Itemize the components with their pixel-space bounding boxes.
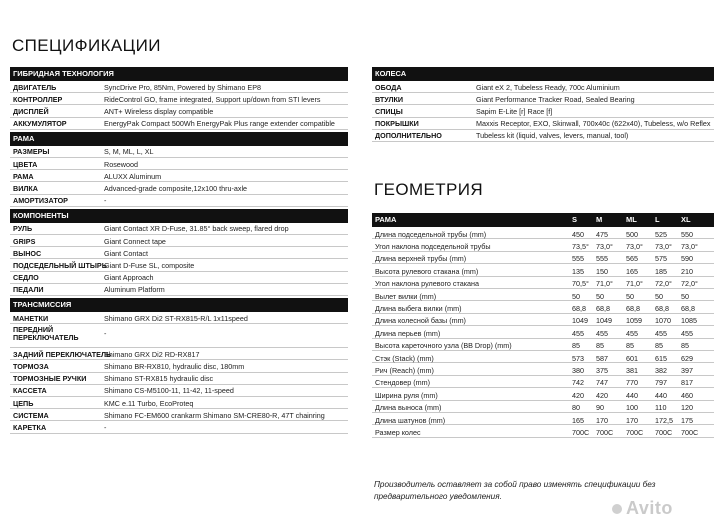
transmission-row: [10, 421, 348, 433]
geometry-value: 573: [572, 353, 584, 363]
spec-value: Shimano GRX Di2 ST-RX815-R/L 1x11speed: [104, 313, 248, 323]
components-row: [10, 259, 348, 271]
geometry-row: [372, 289, 714, 301]
geometry-value: 397: [681, 365, 693, 375]
geometry-value: 615: [655, 353, 667, 363]
geometry-row: [372, 301, 714, 313]
frame-row: [10, 146, 348, 158]
wheels-row: [372, 81, 714, 93]
geometry-value: 475: [596, 229, 608, 239]
geometry-row: [372, 227, 714, 239]
geometry-label: Вылет вилки (mm): [375, 291, 437, 301]
spec-value: KMC e.11 Turbo, EcoProteq: [104, 398, 194, 408]
components-row: [10, 223, 348, 235]
avito-logo-icon: [612, 504, 622, 514]
hybrid-row: [10, 105, 348, 117]
geometry-label: Стэк (Stack) (mm): [375, 353, 434, 363]
spec-label: ДВИГАТЕЛЬ: [13, 82, 57, 92]
spec-value: Shimano FC-EM600 crankarm Shimano SM-CRE80-R, 47T chainring: [104, 410, 325, 420]
spec-value: Giant eX 2, Tubeless Ready, 700c Aluminium: [476, 82, 620, 92]
geometry-label: Длина перьев (mm): [375, 328, 441, 338]
geometry-value: 68,8: [626, 303, 640, 313]
geometry-value: 555: [596, 254, 608, 264]
geometry-value: 555: [572, 254, 584, 264]
geometry-value: 1059: [626, 316, 642, 326]
spec-label: ТОРМОЗА: [13, 361, 49, 371]
spec-label: ОБОДА: [375, 82, 402, 92]
geometry-value: 1049: [596, 316, 612, 326]
spec-value: Giant D-Fuse SL, composite: [104, 260, 195, 270]
frame-row: [10, 195, 348, 207]
geometry-value: 50: [596, 291, 604, 301]
wheels-header: КОЛЕСА: [372, 67, 714, 81]
geometry-value: 525: [655, 229, 667, 239]
geometry-row: [372, 314, 714, 326]
spec-label: МАНЕТКИ: [13, 313, 49, 323]
geometry-header: [372, 213, 714, 227]
transmission-row: [10, 324, 348, 348]
spec-label: СИСТЕМА: [13, 410, 49, 420]
wheels-row: [372, 130, 714, 142]
hybrid-row: [10, 81, 348, 93]
geometry-value: 587: [596, 353, 608, 363]
geometry-value: 85: [572, 341, 580, 351]
geometry-row: [372, 413, 714, 425]
spec-label: GRIPS: [13, 236, 36, 246]
geometry-value: 110: [655, 403, 667, 413]
spec-label: ПОДСЕДЕЛЬНЫЙ ШТЫРЬ: [13, 260, 107, 270]
geometry-row: [372, 339, 714, 351]
geometry-value: 797: [655, 378, 667, 388]
spec-label: ЦВЕТА: [13, 159, 38, 169]
geometry-value: 455: [681, 328, 693, 338]
spec-label: КАРЕТКА: [13, 422, 47, 432]
geometry-value: 85: [655, 341, 663, 351]
geometry-value: 601: [626, 353, 638, 363]
geometry-row: [372, 264, 714, 276]
spec-label: КОНТРОЛЛЕР: [13, 94, 63, 104]
spec-value: RideControl GO, frame integrated, Support up/down from STI levers: [104, 94, 321, 104]
geometry-value: 100: [626, 403, 638, 413]
geometry-value: 185: [655, 266, 667, 276]
spec-value: Sapim E-Lite [r] Race [f]: [476, 106, 553, 116]
geometry-value: 85: [596, 341, 604, 351]
wheels-row: [372, 118, 714, 130]
geometry-value: 590: [681, 254, 693, 264]
spec-label: ПОКРЫШКИ: [375, 119, 419, 129]
spec-label: ПЕДАЛИ: [13, 285, 44, 295]
transmission-header: ТРАНСМИССИЯ: [10, 298, 348, 312]
spec-value: -: [104, 196, 107, 206]
geometry-value: 175: [681, 415, 693, 425]
spec-value: SyncDrive Pro, 85Nm, Powered by Shimano EP8: [104, 82, 261, 92]
geometry-value: 450: [572, 229, 584, 239]
geometry-value: 71,0°: [596, 279, 613, 289]
geometry-header-label: РАМА: [375, 215, 397, 224]
spec-value: S, M, ML, L, XL: [104, 147, 154, 157]
geometry-value: 135: [572, 266, 584, 276]
size-column-header: L: [655, 215, 660, 224]
geometry-value: 68,8: [572, 303, 586, 313]
left-page-title: СПЕЦИФИКАЦИИ: [12, 36, 161, 55]
components-row: [10, 272, 348, 284]
geometry-value: 455: [596, 328, 608, 338]
geometry-value: 550: [681, 229, 693, 239]
geometry-row: [372, 401, 714, 413]
disclaimer-footnote: Производитель оставляет за собой право изменять спецификации без предварительного уведомления.: [374, 480, 656, 502]
components-row: [10, 284, 348, 296]
geometry-value: 700C: [681, 427, 699, 437]
spec-value: Giant Performance Tracker Road, Sealed Bearing: [476, 94, 635, 104]
spec-label: ТОРМОЗНЫЕ РУЧКИ: [13, 374, 87, 384]
geometry-value: 85: [626, 341, 634, 351]
geometry-value: 68,8: [596, 303, 610, 313]
geometry-value: 170: [626, 415, 638, 425]
geometry-value: 165: [626, 266, 638, 276]
right-page-title: ГЕОМЕТРИЯ: [374, 180, 484, 199]
spec-value: Shimano CS-M5100-11, 11-42, 11-speed: [104, 386, 234, 396]
spec-label: ВИЛКА: [13, 183, 38, 193]
geometry-label: Высота рулевого стакана (mm): [375, 266, 479, 276]
geometry-row: [372, 277, 714, 289]
geometry-label: Длина верхней трубы (mm): [375, 254, 467, 264]
spec-value: ALUXX Aluminum: [104, 171, 162, 181]
components-row: [10, 235, 348, 247]
geometry-value: 381: [626, 365, 638, 375]
transmission-row: [10, 397, 348, 409]
geometry-value: 742: [572, 378, 584, 388]
spec-value: EnergyPak Compact 500Wh EnergyPak Plus range extender compatible: [104, 119, 335, 129]
geometry-label: Стендовер (mm): [375, 378, 431, 388]
geometry-row: [372, 388, 714, 400]
geometry-value: 73,0°: [596, 241, 613, 251]
wheels-row: [372, 93, 714, 105]
geometry-label: Ширина руля (mm): [375, 390, 438, 400]
geometry-value: 73,0°: [655, 241, 672, 251]
avito-watermark: [612, 498, 673, 519]
wheels-row: [372, 105, 714, 117]
spec-value: ANT+ Wireless display compatible: [104, 106, 214, 116]
transmission-row: [10, 312, 348, 324]
spec-label: СЕДЛО: [13, 273, 39, 283]
transmission-row: [10, 348, 348, 360]
frame-row: [10, 158, 348, 170]
spec-value: Rosewood: [104, 159, 138, 169]
geometry-value: 165: [572, 415, 584, 425]
geometry-value: 70,5°: [572, 279, 589, 289]
transmission-row: [10, 385, 348, 397]
spec-value: Giant Contact XR D-Fuse, 31.85° back sweep, flared drop: [104, 224, 289, 234]
size-column-header: ML: [626, 215, 637, 224]
spec-label: РАМА: [13, 171, 34, 181]
geometry-value: 90: [596, 403, 604, 413]
hybrid-row: [10, 118, 348, 130]
geometry-value: 80: [572, 403, 580, 413]
geometry-label: Длина колесной базы (mm): [375, 316, 466, 326]
geometry-value: 500: [626, 229, 638, 239]
spec-value: -: [104, 329, 107, 339]
geometry-value: 73,5°: [572, 241, 589, 251]
geometry-row: [372, 376, 714, 388]
geometry-value: 455: [626, 328, 638, 338]
spec-label: ЗАДНИЙ ПЕРЕКЛЮЧАТЕЛЬ: [13, 349, 112, 359]
spec-value: Shimano BR-RX810, hydraulic disc, 180mm: [104, 361, 245, 371]
spec-label: ДОПОЛНИТЕЛЬНО: [375, 131, 442, 141]
geometry-value: 770: [626, 378, 638, 388]
geometry-label: Длина шатунов (mm): [375, 415, 446, 425]
spec-label: ПЕРЕДНИЙ ПЕРЕКЛЮЧАТЕЛЬ: [13, 325, 79, 343]
geometry-value: 1049: [572, 316, 588, 326]
geometry-value: 120: [681, 403, 693, 413]
geometry-row: [372, 252, 714, 264]
geometry-row: [372, 351, 714, 363]
geometry-value: 73,0°: [626, 241, 643, 251]
geometry-label: Угол наклона подседельной трубы: [375, 241, 491, 251]
geometry-value: 382: [655, 365, 667, 375]
geometry-value: 50: [572, 291, 580, 301]
components-row: [10, 247, 348, 259]
geometry-value: 71,0°: [626, 279, 643, 289]
spec-label: РУЛЬ: [13, 224, 33, 234]
components-header: КОМПОНЕНТЫ: [10, 209, 348, 223]
geometry-label: Рич (Reach) (mm): [375, 365, 434, 375]
geometry-label: Длина подседельной трубы (mm): [375, 229, 487, 239]
spec-value: Giant Connect tape: [104, 236, 166, 246]
size-column-header: M: [596, 215, 603, 224]
geometry-value: 1070: [655, 316, 671, 326]
size-column-header: S: [572, 215, 578, 224]
geometry-value: 700C: [655, 427, 673, 437]
geometry-row: [372, 326, 714, 338]
geometry-value: 629: [681, 353, 693, 363]
geometry-value: 455: [655, 328, 667, 338]
spec-value: Advanced-grade composite,12x100 thru-axle: [104, 183, 248, 193]
spec-value: Giant Contact: [104, 248, 148, 258]
geometry-value: 380: [572, 365, 584, 375]
spec-label: РАЗМЕРЫ: [13, 147, 50, 157]
geometry-value: 460: [681, 390, 693, 400]
geometry-value: 72,0°: [681, 279, 698, 289]
geometry-label: Высота кареточного узла (BB Drop) (mm): [375, 341, 512, 351]
spec-label: АМОРТИЗАТОР: [13, 196, 68, 206]
geometry-value: 565: [626, 254, 638, 264]
hybrid-header: ГИБРИДНАЯ ТЕХНОЛОГИЯ: [10, 67, 348, 81]
spec-value: Shimano GRX Di2 RD-RX817: [104, 349, 200, 359]
geometry-value: 50: [626, 291, 634, 301]
geometry-value: 747: [596, 378, 608, 388]
geometry-value: 440: [655, 390, 667, 400]
geometry-value: 68,8: [655, 303, 669, 313]
geometry-label: Длина выбега вилки (mm): [375, 303, 462, 313]
geometry-value: 68,8: [681, 303, 695, 313]
geometry-value: 170: [596, 415, 608, 425]
geometry-value: 210: [681, 266, 693, 276]
geometry-label: Длина выноса (mm): [375, 403, 442, 413]
geometry-value: 420: [596, 390, 608, 400]
geometry-value: 50: [655, 291, 663, 301]
transmission-row: [10, 409, 348, 421]
spec-value: -: [104, 422, 107, 432]
spec-label: ВЫНОС: [13, 248, 42, 258]
geometry-label: Угол наклона рулевого стакана: [375, 279, 479, 289]
geometry-value: 150: [596, 266, 608, 276]
spec-label: СПИЦЫ: [375, 106, 403, 116]
size-column-header: XL: [681, 215, 691, 224]
spec-value: Shimano ST-RX815 hydraulic disc: [104, 374, 214, 384]
spec-label: ВТУЛКИ: [375, 94, 404, 104]
geometry-value: 700C: [596, 427, 614, 437]
spec-value: Tubeless kit (liquid, valves, levers, manual, tool): [476, 131, 629, 141]
geometry-value: 420: [572, 390, 584, 400]
geometry-value: 817: [681, 378, 693, 388]
geometry-value: 575: [655, 254, 667, 264]
geometry-value: 375: [596, 365, 608, 375]
geometry-label: Размер колес: [375, 427, 421, 437]
watermark-text: Avito: [626, 498, 673, 518]
geometry-row: [372, 425, 714, 437]
spec-label: АККУМУЛЯТОР: [13, 119, 67, 129]
geometry-row: [372, 239, 714, 251]
geometry-value: 85: [681, 341, 689, 351]
spec-value: Maxxis Receptor, EXO, Skinwall, 700x40c (622x40), Tubeless, w/o Reflex: [476, 119, 711, 129]
geometry-value: 455: [572, 328, 584, 338]
geometry-value: 72,0°: [655, 279, 672, 289]
frame-row: [10, 182, 348, 194]
transmission-row: [10, 373, 348, 385]
geometry-value: 700C: [626, 427, 644, 437]
spec-label: КАССЕТА: [13, 386, 47, 396]
geometry-value: 440: [626, 390, 638, 400]
hybrid-row: [10, 93, 348, 105]
geometry-row: [372, 363, 714, 375]
geometry-value: 700C: [572, 427, 590, 437]
transmission-row: [10, 360, 348, 372]
spec-label: ДИСПЛЕЙ: [13, 106, 49, 116]
spec-value: Aluminum Platform: [104, 285, 165, 295]
frame-header: РАМА: [10, 132, 348, 146]
frame-row: [10, 170, 348, 182]
geometry-value: 50: [681, 291, 689, 301]
geometry-value: 1085: [681, 316, 697, 326]
geometry-value: 73,0°: [681, 241, 698, 251]
spec-label: ЦЕПЬ: [13, 398, 34, 408]
spec-value: Giant Approach: [104, 273, 154, 283]
geometry-value: 172,5: [655, 415, 673, 425]
